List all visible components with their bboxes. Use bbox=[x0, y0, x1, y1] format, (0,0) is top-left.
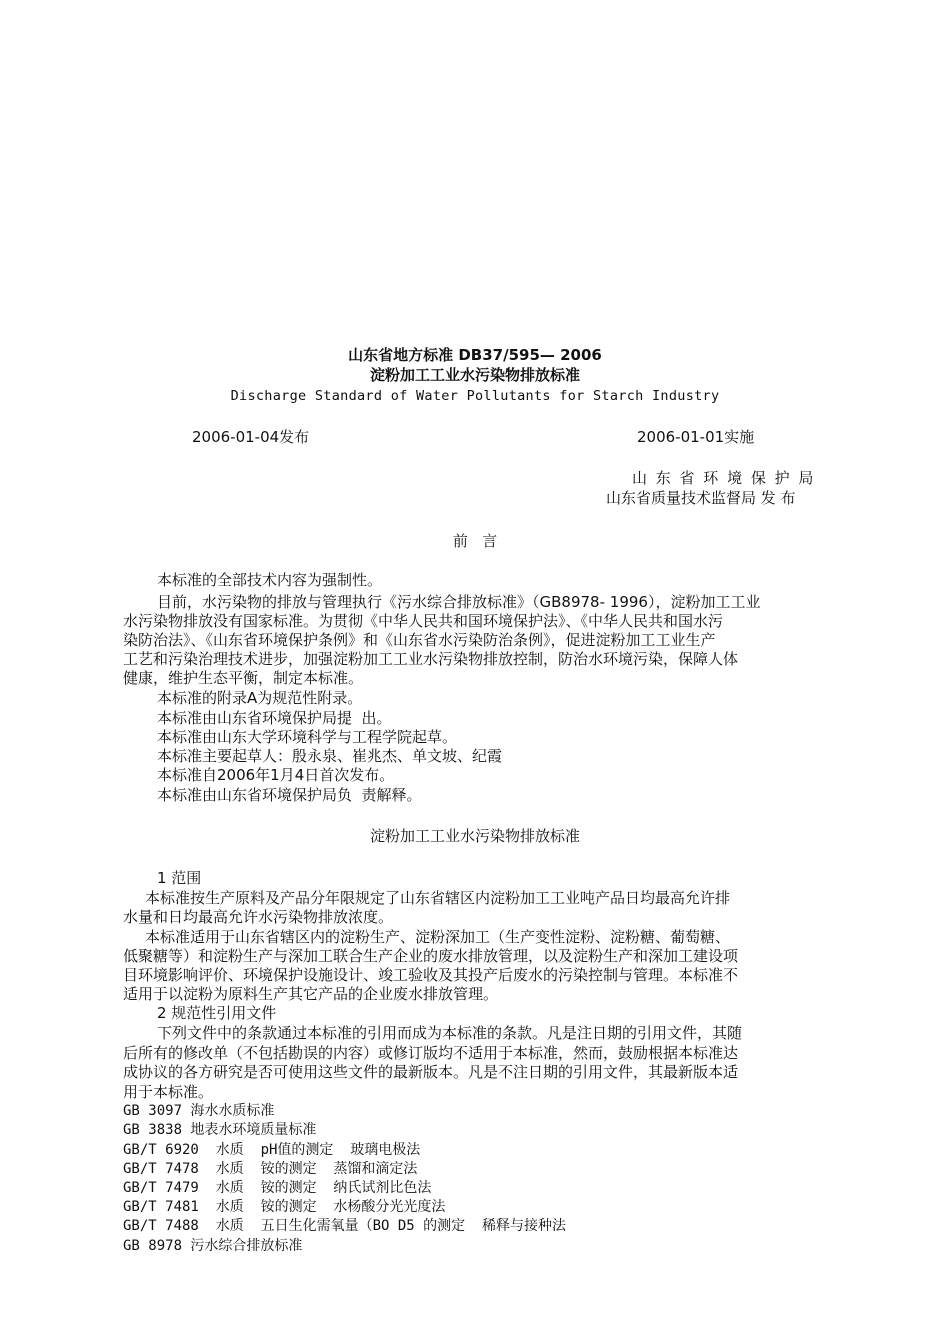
foreword-line: 本标准主要起草人：殷永泉、崔兆杰、单文坡、纪霞 bbox=[157, 747, 503, 765]
foreword-line: 本标准由山东省环境保护局提 出。 bbox=[157, 709, 392, 727]
section-heading-references: 2 规范性引用文件 bbox=[157, 1004, 277, 1022]
foreword-line: 本标准由山东省环境保护局负 责解释。 bbox=[157, 786, 422, 804]
section-1-line: 本标准按生产原料及产品分年限规定了山东省辖区内淀粉加工工业吨产品日均最高允许排 bbox=[145, 889, 731, 907]
foreword-line: 健康，维护生态平衡，制定本标准。 bbox=[123, 669, 364, 687]
document-title-cn: 淀粉加工工业水污染物排放标准 bbox=[369, 366, 580, 384]
reference-item: GB/T 6920 水质 pH值的测定 玻璃电极法 bbox=[123, 1142, 421, 1158]
reference-item: GB 3097 海水水质标准 bbox=[123, 1103, 275, 1119]
foreword-line: 染防治法》、《山东省环境保护条例》和《山东省水污染防治条例》，促进淀粉加工工业生产 bbox=[123, 631, 716, 649]
reference-item: GB 8978 污水综合排放标准 bbox=[123, 1238, 303, 1254]
document-title-en: Discharge Standard of Water Pollutants for Starch Industry bbox=[230, 388, 720, 404]
reference-item: GB/T 7481 水质 铵的测定 水杨酸分光光度法 bbox=[123, 1199, 446, 1215]
reference-item: GB/T 7478 水质 铵的测定 蒸馏和滴定法 bbox=[123, 1161, 418, 1177]
section-1-line: 低聚糖等）和淀粉生产与深加工联合生产企业的废水排放管理，以及淀粉生产和深加工建设项 bbox=[123, 947, 739, 965]
section-2-line: 后所有的修改单（不包括勘误的内容）或修订版均不适用于本标准，然而，鼓励根据本标准达 bbox=[123, 1044, 739, 1062]
foreword-line: 工艺和污染治理技术进步，加强淀粉加工工业水污染物排放控制，防治水环境污染，保障人体 bbox=[123, 650, 739, 668]
effective-date: 2006-01-01实施 bbox=[637, 428, 755, 446]
section-2-line: 成协议的各方研究是否可使用这些文件的最新版本。凡是不注日期的引用文件，其最新版本适 bbox=[123, 1063, 739, 1081]
foreword-heading: 前 言 bbox=[452, 532, 498, 550]
reference-item: GB 3838 地表水环境质量标准 bbox=[123, 1122, 317, 1138]
issuer-environment-bureau: 山 东 省 环 境 保 护 局 bbox=[632, 469, 816, 487]
standard-number-line: 山东省地方标准 DB37/595— 2006 bbox=[348, 346, 602, 364]
section-2-line: 用于本标准。 bbox=[123, 1083, 214, 1101]
section-1-line: 本标准适用于山东省辖区内的淀粉生产、淀粉深加工（生产变性淀粉、淀粉糖、葡萄糖、 bbox=[145, 928, 731, 946]
foreword-line: 目前，水污染物的排放与管理执行《污水综合排放标准》（GB8978- 1996），淀粉加工工业 bbox=[157, 593, 761, 611]
foreword-line: 水污染物排放没有国家标准。为贯彻《中华人民共和国环境保护法》、《中华人民共和国水污 bbox=[123, 612, 724, 630]
section-1-line: 适用于以淀粉为原料生产其它产品的企业废水排放管理。 bbox=[123, 985, 499, 1003]
foreword-line: 本标准的全部技术内容为强制性。 bbox=[157, 571, 383, 589]
section-heading-scope: 1 范围 bbox=[157, 869, 202, 887]
section-1-line: 水量和日均最高允许水污染物排放浓度。 bbox=[123, 908, 394, 926]
issue-date: 2006-01-04发布 bbox=[192, 428, 310, 446]
issuer-quality-bureau: 山东省质量技术监督局 发 布 bbox=[606, 489, 796, 507]
reference-item: GB/T 7479 水质 铵的测定 纳氏试剂比色法 bbox=[123, 1180, 432, 1196]
foreword-line: 本标准自2006年1月4日首次发布。 bbox=[157, 766, 395, 784]
reference-item: GB/T 7488 水质 五日生化需氧量（BO D5 的测定 稀释与接种法 bbox=[123, 1218, 567, 1234]
foreword-line: 本标准的附录A为规范性附录。 bbox=[157, 689, 363, 707]
section-2-line: 下列文件中的条款通过本标准的引用而成为本标准的条款。凡是注日期的引用文件，其随 bbox=[157, 1024, 743, 1042]
foreword-line: 本标准由山东大学环境科学与工程学院起草。 bbox=[157, 728, 458, 746]
section-1-line: 目环境影响评价、环境保护设施设计、竣工验收及其投产后废水的污染控制与管理。本标准不 bbox=[123, 966, 739, 984]
body-title: 淀粉加工工业水污染物排放标准 bbox=[369, 827, 580, 845]
